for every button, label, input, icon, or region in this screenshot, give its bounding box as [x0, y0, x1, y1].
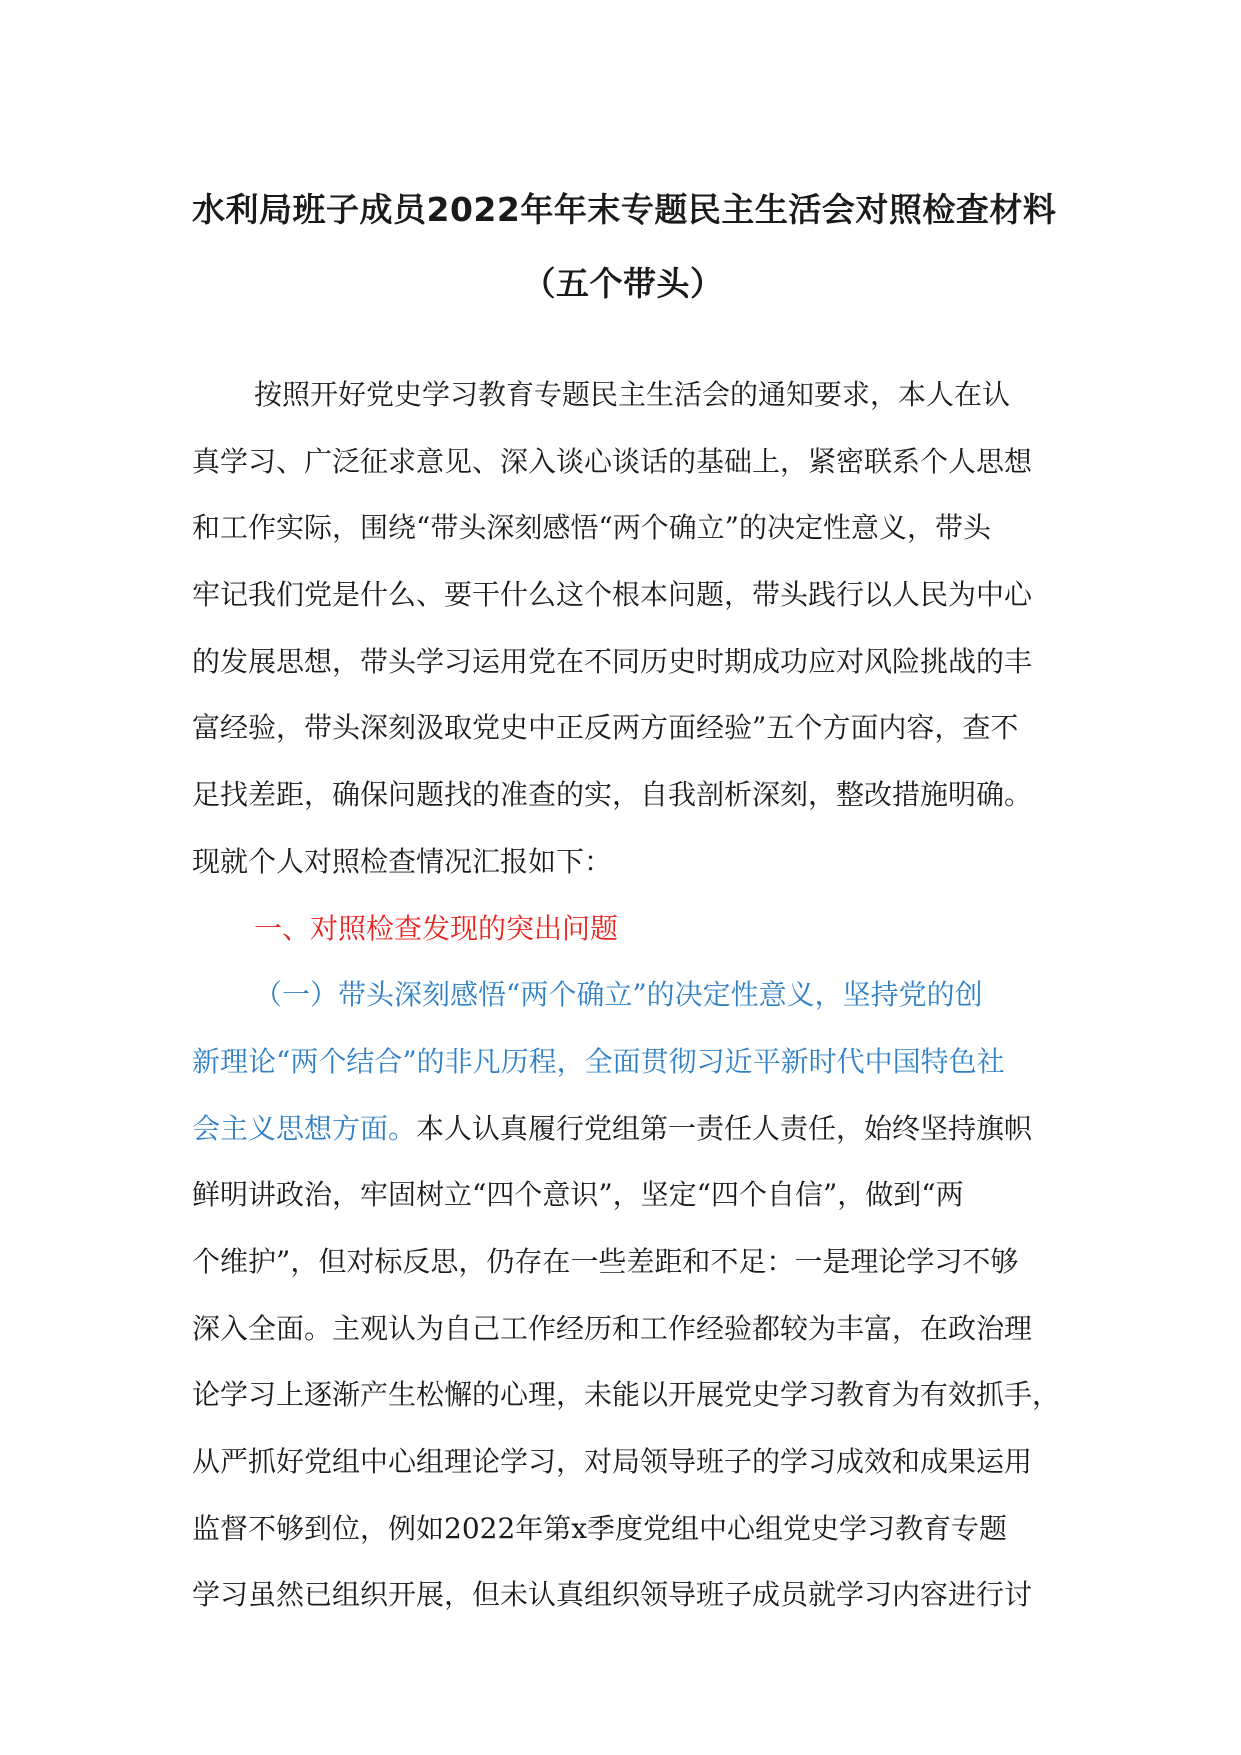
body-line: 个维护”，但对标反思，仍存在一些差距和不足：一是理论学习不够 — [192, 1244, 1019, 1278]
subsection-body-start: 本人认真履行党组第一责任人责任，始终坚持旗帜 — [416, 1111, 1033, 1145]
intro-line: 牢记我们党是什么、要干什么这个根本问题，带头践行以人民为中心 — [192, 578, 1033, 612]
intro-line: 按照开好党史学习教育专题民主生活会的通知要求，本人在认 — [254, 378, 1011, 411]
subsection-heading-line: （一）带头深刻感悟“两个确立”的决定性意义，坚持党的创 — [254, 978, 983, 1012]
subsection-heading-end: 会主义思想方面。 — [192, 1111, 417, 1145]
document-body — [192, 362, 1061, 1629]
body-line: 学习虽然已组织开展，但未认真组织领导班子成员就学习内容进行讨 — [192, 1578, 1033, 1612]
document-title — [192, 180, 1057, 320]
body-line: 论学习上逐渐产生松懈的心理，未能以开展党史学习教育为有效抓手， — [192, 1378, 1061, 1412]
subsection-mixed-line — [192, 1096, 1054, 1163]
body-line: 监督不够到位，例如2022年第x季度党组中心组党史学习教育专题 — [192, 1511, 1008, 1545]
body-line: 深入全面。主观认为自己工作经历和工作经验都较为丰富，在政治理 — [192, 1311, 1033, 1345]
intro-line: 足找差距，确保问题找的准查的实，自我剖析深刻，整改措施明确。 — [192, 778, 1033, 812]
body-line: 鲜明讲政治，牢固树立“四个意识”，坚定“四个自信”，做到“两 — [192, 1178, 964, 1212]
intro-line: 的发展思想，带头学习运用党在不同历史时期成功应对风险挑战的丰 — [192, 644, 1033, 678]
title-line-2: （五个带头） — [522, 263, 724, 303]
title-line-1: 水利局班子成员2022年年末专题民主生活会对照检查材料 — [192, 190, 1057, 229]
intro-line: 真学习、广泛征求意见、深入谈心谈话的基础上，紧密联系个人思想 — [192, 444, 1033, 478]
intro-line: 和工作实际，围绕“带头深刻感悟“两个确立”的决定性意义，带头 — [192, 511, 991, 545]
intro-line: 现就个人对照检查情况汇报如下： — [192, 844, 613, 878]
subsection-heading-line: 新理论“两个结合”的非凡历程，全面贯彻习近平新时代中国特色社 — [192, 1044, 1005, 1078]
intro-line: 富经验，带头深刻汲取党史中正反两方面经验”五个方面内容，查不 — [192, 711, 1019, 745]
body-line: 从严抓好党组中心组理论学习，对局领导班子的学习成效和成果运用 — [192, 1445, 1033, 1478]
section-heading: 一、对照检查发现的突出问题 — [254, 911, 619, 945]
